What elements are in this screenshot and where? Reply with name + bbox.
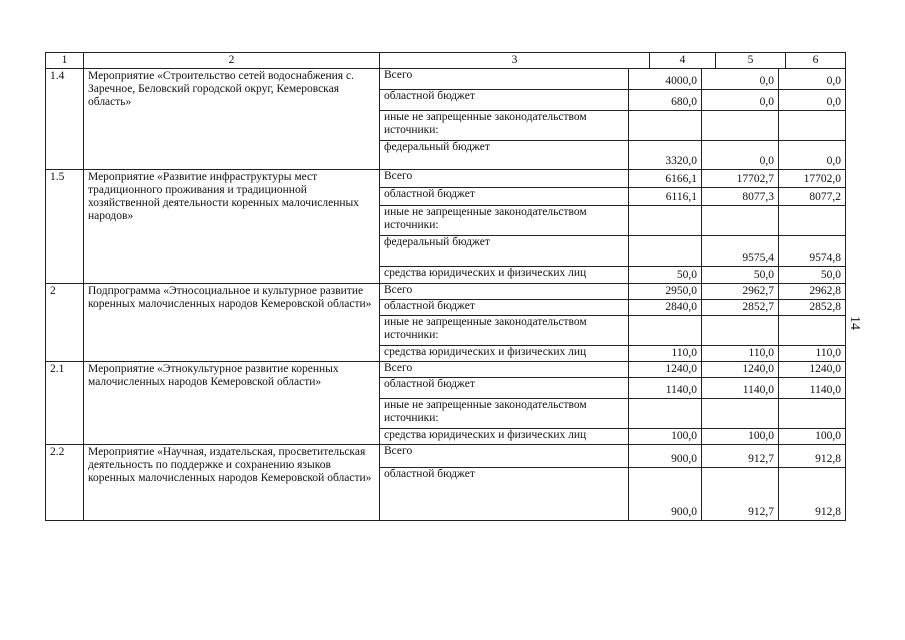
funding-table bbox=[380, 284, 845, 361]
row-description: Подпрограмма «Этносоциальное и культурное развитие коренных малочисленных народов Кемеровской области» bbox=[84, 284, 380, 362]
funding-line bbox=[380, 187, 845, 205]
amount-col-4 bbox=[629, 398, 702, 428]
amount-col-6: 8077,2 bbox=[779, 187, 846, 205]
amount-col-4: 6166,1 bbox=[665, 172, 697, 185]
funding-line bbox=[380, 299, 845, 315]
amount-col-4: 6116,1 bbox=[629, 187, 702, 205]
funding-lines bbox=[380, 284, 846, 362]
funding-line bbox=[380, 266, 845, 283]
funding-line bbox=[380, 467, 845, 520]
amount-col-5: 100,0 bbox=[702, 428, 779, 444]
table-row bbox=[46, 170, 846, 284]
row-number: 2.2 bbox=[46, 445, 84, 521]
amount-col-6: 50,0 bbox=[779, 266, 846, 283]
amount-col-4 bbox=[629, 235, 702, 266]
amount-col-6: 2852,8 bbox=[779, 299, 846, 315]
amount-col-4: 680,0 bbox=[629, 89, 702, 110]
funding-line bbox=[380, 377, 845, 398]
funding-line bbox=[380, 69, 845, 89]
amount-col-5: 50,0 bbox=[702, 266, 779, 283]
funding-lines bbox=[380, 69, 846, 170]
header-cell: 6 bbox=[786, 53, 846, 69]
amount-col-5: 17702,7 bbox=[702, 170, 779, 187]
header-cell: 1 bbox=[46, 53, 84, 69]
funding-line bbox=[380, 398, 845, 428]
funding-line bbox=[380, 205, 845, 235]
amount-col-4: 100,0 bbox=[629, 428, 702, 444]
amount-col-5: 0,0 bbox=[702, 89, 779, 110]
amount-col-4: 1140,0 bbox=[629, 377, 702, 398]
amount-col-6: 2962,8 bbox=[779, 284, 846, 299]
funding-lines bbox=[380, 170, 846, 284]
row-description: Мероприятие «Строительство сетей водоснабжения с. Заречное, Беловский городской округ, Кемеровская область» bbox=[84, 69, 380, 170]
table-row bbox=[46, 284, 846, 362]
funding-source-label: иные не запрещенные законодательством источники: bbox=[380, 398, 629, 428]
row-number: 1.5 bbox=[46, 170, 84, 284]
page-number: 14 bbox=[847, 316, 862, 330]
funding-source-label: областной бюджет bbox=[380, 377, 629, 398]
row-number: 2.1 bbox=[46, 362, 84, 445]
funding-source-label: средства юридических и физических лиц bbox=[380, 345, 629, 361]
funding-source-label: федеральный бюджет bbox=[380, 140, 629, 169]
funding-source-label: Всего bbox=[380, 170, 629, 187]
table-row bbox=[46, 362, 846, 445]
funding-line bbox=[380, 362, 845, 377]
amount-col-4 bbox=[629, 110, 702, 140]
amount-col-6: 0,0 bbox=[779, 140, 846, 169]
funding-lines bbox=[380, 362, 846, 445]
funding-source-label: областной бюджет bbox=[380, 187, 629, 205]
funding-line bbox=[380, 284, 845, 299]
amount-col-5 bbox=[702, 205, 779, 235]
amount-col-6: 100,0 bbox=[779, 428, 846, 444]
amount-col-5 bbox=[702, 110, 779, 140]
amount-col-5: 9575,4 bbox=[702, 235, 779, 266]
funding-table bbox=[380, 69, 845, 169]
funding-line bbox=[380, 315, 845, 345]
funding-line bbox=[380, 428, 845, 444]
funding-source-label: иные не запрещенные законодательством источники: bbox=[380, 315, 629, 345]
funding-source-label: иные не запрещенные законодательством источники: bbox=[380, 110, 629, 140]
amount-col-6: 110,0 bbox=[779, 345, 846, 361]
amount-col-4: 2840,0 bbox=[629, 299, 702, 315]
amount-col-5: 1140,0 bbox=[702, 377, 779, 398]
row-number: 2 bbox=[46, 284, 84, 362]
amount-col-5: 2962,7 bbox=[702, 284, 779, 299]
amount-col-6 bbox=[779, 205, 846, 235]
amount-col-5: 912,7 bbox=[702, 467, 779, 520]
funding-source-label: Всего bbox=[380, 445, 629, 467]
amount-col-4: 1240,0 bbox=[665, 362, 697, 375]
funding-line bbox=[380, 170, 845, 187]
funding-line bbox=[380, 89, 845, 110]
amount-col-5: 0,0 bbox=[702, 140, 779, 169]
amount-col-5: 0,0 bbox=[702, 69, 779, 89]
row-description: Мероприятие «Развитие инфраструктуры мест традиционного проживания и традиционной хозяйственной деятельности коренных малочисленных народов» bbox=[84, 170, 380, 284]
funding-line bbox=[380, 110, 845, 140]
amount-col-5: 1240,0 bbox=[702, 362, 779, 377]
funding-source-label: Всего bbox=[380, 362, 629, 377]
funding-source-label: областной бюджет bbox=[380, 467, 629, 520]
funding-source-label: средства юридических и физических лиц bbox=[380, 428, 629, 444]
amount-col-6: 912,8 bbox=[779, 467, 846, 520]
header-row bbox=[46, 53, 846, 69]
funding-line bbox=[380, 235, 845, 266]
funding-table bbox=[380, 170, 845, 283]
amount-col-5 bbox=[702, 398, 779, 428]
amount-col-4 bbox=[629, 315, 702, 345]
funding-line bbox=[380, 140, 845, 169]
amount-col-6 bbox=[779, 398, 846, 428]
amount-col-4: 50,0 bbox=[629, 266, 702, 283]
budget-table bbox=[45, 52, 846, 521]
header-cell: 4 bbox=[650, 53, 716, 69]
amount-col-6: 0,0 bbox=[779, 69, 846, 89]
amount-col-4: 900,0 bbox=[671, 452, 697, 465]
funding-table bbox=[380, 445, 845, 520]
funding-source-label: Всего bbox=[380, 69, 629, 89]
amount-col-6: 1240,0 bbox=[779, 362, 846, 377]
amount-col-4: 2950,0 bbox=[665, 284, 697, 297]
amount-col-5 bbox=[702, 315, 779, 345]
funding-line bbox=[380, 445, 845, 467]
amount-col-4: 110,0 bbox=[629, 345, 702, 361]
header-cell: 5 bbox=[716, 53, 786, 69]
amount-col-6 bbox=[779, 110, 846, 140]
amount-col-4: 3320,0 bbox=[629, 140, 702, 169]
amount-col-5: 110,0 bbox=[702, 345, 779, 361]
funding-source-label: областной бюджет bbox=[380, 89, 629, 110]
amount-col-6: 17702,0 bbox=[779, 170, 846, 187]
funding-source-label: средства юридических и физических лиц bbox=[380, 266, 629, 283]
funding-table bbox=[380, 362, 845, 444]
funding-source-label: областной бюджет bbox=[380, 299, 629, 315]
amount-col-5: 8077,3 bbox=[702, 187, 779, 205]
table-row bbox=[46, 445, 846, 521]
row-number: 1.4 bbox=[46, 69, 84, 170]
row-description: Мероприятие «Научная, издательская, просветительская деятельность по поддержке и сохранению языков коренных малочисленных народов Кемеровской области» bbox=[84, 445, 380, 521]
amount-col-6: 912,8 bbox=[779, 445, 846, 467]
amount-col-6: 1140,0 bbox=[779, 377, 846, 398]
amount-col-5: 912,7 bbox=[702, 445, 779, 467]
amount-col-5: 2852,7 bbox=[702, 299, 779, 315]
funding-source-label: иные не запрещенные законодательством источники: bbox=[380, 205, 629, 235]
funding-line bbox=[380, 345, 845, 361]
amount-col-6 bbox=[779, 315, 846, 345]
row-description: Мероприятие «Этнокультурное развитие коренных малочисленных народов Кемеровской области» bbox=[84, 362, 380, 445]
funding-source-label: федеральный бюджет bbox=[380, 235, 629, 266]
amount-col-6: 9574,8 bbox=[779, 235, 846, 266]
amount-col-6: 0,0 bbox=[779, 89, 846, 110]
funding-source-label: Всего bbox=[380, 284, 629, 299]
header-cell: 3 bbox=[380, 53, 650, 69]
amount-col-4: 900,0 bbox=[629, 467, 702, 520]
table-row bbox=[46, 69, 846, 170]
amount-col-4: 4000,0 bbox=[665, 74, 697, 87]
funding-lines bbox=[380, 445, 846, 521]
amount-col-4 bbox=[629, 205, 702, 235]
header-cell: 2 bbox=[84, 53, 380, 69]
